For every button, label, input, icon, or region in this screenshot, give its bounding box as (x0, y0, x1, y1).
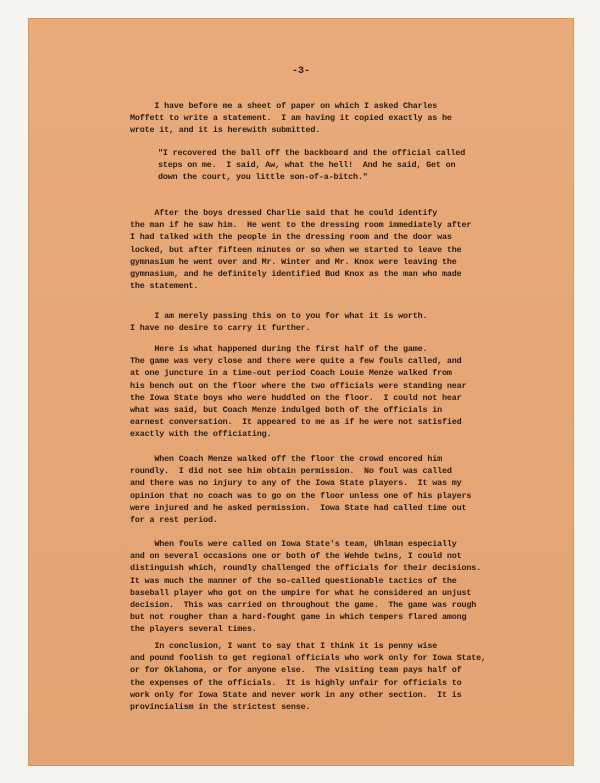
paragraph-moffett-statement-intro: I have before me a sheet of paper on which I asked Charles Moffett to write a statement. I am having it copied exactly as he wrote it, and it is herewith submitted. (130, 101, 452, 136)
paragraph-moffett-quote: "I recovered the ball off the backboard and the official called steps on me. I said, Aw, what the hell! And he said, Get on down the court, you little son-of-a-bitch." (158, 148, 466, 183)
page-number: -3- (291, 66, 310, 77)
paragraph-conclusion: In conclusion, I want to say that I think it is penny wise and pound foolish to get regional officials who work only for Iowa State, or for Oklahoma, or for anyone else. The visiting team pays half of the expenses of the officials. It is highly unfair for officials to work only for Iowa State and never work in any other section. It is provincialism in the strictest sense. (130, 641, 486, 713)
typewritten-page (28, 18, 574, 766)
paragraph-coach-menze: When Coach Menze walked off the floor the crowd encored him roundly. I did not see him obtain permission. No foul was called and there was no injury to any of the Iowa State players. It was my opinion that no coach was to go on the floor unless one of his players were injured and he asked permission. Iowa State had called time out for a rest period. (130, 454, 472, 526)
paragraph-identification: After the boys dressed Charlie said that he could identify the man if he saw him. He went to the dressing room immediately after I had talked with the people in the dressing room and the door was locked, but after fifteen minutes or so when we started to leave the gymnasium he went over and Mr. Winter and Mr. Knox were leaving the gymnasium, and he definitely identified Bud Knox as the man who made the statement. (130, 208, 472, 292)
paragraph-passing-on: I am merely passing this on to you for what it is worth. I have no desire to carry it further. (130, 311, 428, 334)
paragraph-fouls: When fouls were called on Iowa State's team, Uhlman especially and on several occasions one or both of the Wehde twins, I could not distinguish which, roundly challenged the officials for their decisions. It was much the manner of the so-called questionable tactics of the baseball player who got on the umpire for what he considered an unjust decision. This was carried on throughout the game. The game was rough but not rougher than a hard-fought game in which tempers flared among the players several times. (130, 539, 482, 635)
paragraph-first-half: Here is what happened during the first half of the game. The game was very close and there were quite a few fouls called, and at one juncture in a time-out period Coach Louie Menze walked from his bench out on the floor where the two officials were standing near the Iowa State boys who were huddled on the floor. I could not hear what was said, but Coach Menze indulged both of the officials in earnest conversation. It appeared to me as if he were not satisfied exactly with the officiating. (130, 344, 467, 440)
